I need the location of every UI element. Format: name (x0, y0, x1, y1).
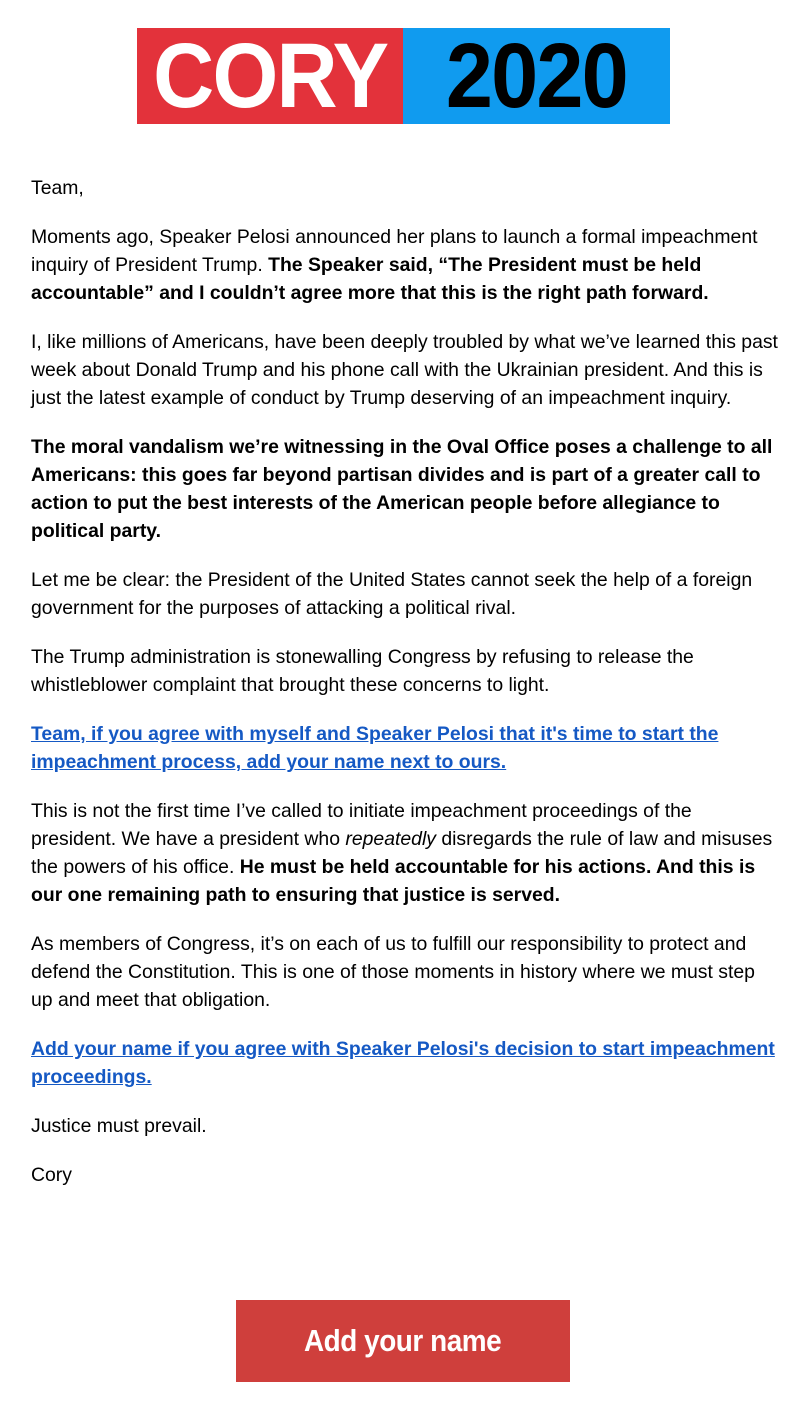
add-your-name-button-label: Add your name (304, 1323, 502, 1358)
logo-right-text: 2020 (446, 25, 627, 127)
add-name-link-1[interactable]: Team, if you agree with myself and Speaker Pelosi that it's time to start the impeachment process, add your name next to ours. (31, 723, 719, 773)
logo-left-text: CORY (152, 25, 388, 127)
closing-line: Justice must prevail. (31, 1115, 207, 1137)
paragraph-4: Let me be clear: the President of the United States cannot seek the help of a foreign government for the purposes of attacking a political rival. (31, 569, 753, 619)
add-name-link-2[interactable]: Add your name if you agree with Speaker Pelosi's decision to start impeachment proceedings. (31, 1038, 775, 1088)
paragraph-1-bold: The Speaker said, “The President must be held accountable” and I couldn’t agree more that this is the right path forward. (31, 254, 709, 304)
cory-2020-logo (137, 25, 670, 127)
paragraph-1 (31, 223, 781, 307)
paragraph-6-bold: He must be held accountable for his actions. And this is our one remaining path to ensuring that justice is served. (31, 856, 756, 906)
paragraph-1-text: Moments ago, Speaker Pelosi announced her plans to launch a formal impeachment inquiry of President Trump. (31, 226, 758, 276)
signature: Cory (31, 1164, 72, 1186)
paragraph-2: I, like millions of Americans, have been deeply troubled by what we’ve learned this past week about Donald Trump and his phone call with the Ukrainian president. And this is just the latest example of conduct by Trump deserving of an impeachment inquiry. (31, 331, 778, 409)
paragraph-5: The Trump administration is stonewalling Congress by refusing to release the whistleblower complaint that brought these concerns to light. (31, 646, 694, 696)
paragraph-6-text-b: disregards the rule of law and misuses the powers of his office. (31, 828, 773, 878)
paragraph-7: As members of Congress, it’s on each of us to fulfill our responsibility to protect and defend the Constitution. This is one of those moments in history where we must step up and meet that obligation. (31, 933, 755, 1011)
greeting: Team, (31, 177, 84, 199)
link-paragraph-1 (31, 720, 781, 776)
paragraph-6-italic: repeatedly (345, 828, 436, 850)
link-paragraph-2 (31, 1035, 781, 1091)
email-body (31, 174, 781, 1210)
logo-right-panel (403, 25, 670, 127)
paragraph-6 (31, 797, 781, 909)
paragraph-6-text-a: This is not the first time I’ve called to initiate impeachment proceedings of the president. We have a president who (31, 800, 692, 850)
add-your-name-button[interactable] (236, 1300, 570, 1382)
logo-left-panel (137, 25, 403, 127)
paragraph-3-bold: The moral vandalism we’re witnessing in the Oval Office poses a challenge to all Americans: this goes far beyond partisan divides and is part of a greater call to action to put the best interests of the American people before allegiance to political party. (31, 436, 773, 542)
